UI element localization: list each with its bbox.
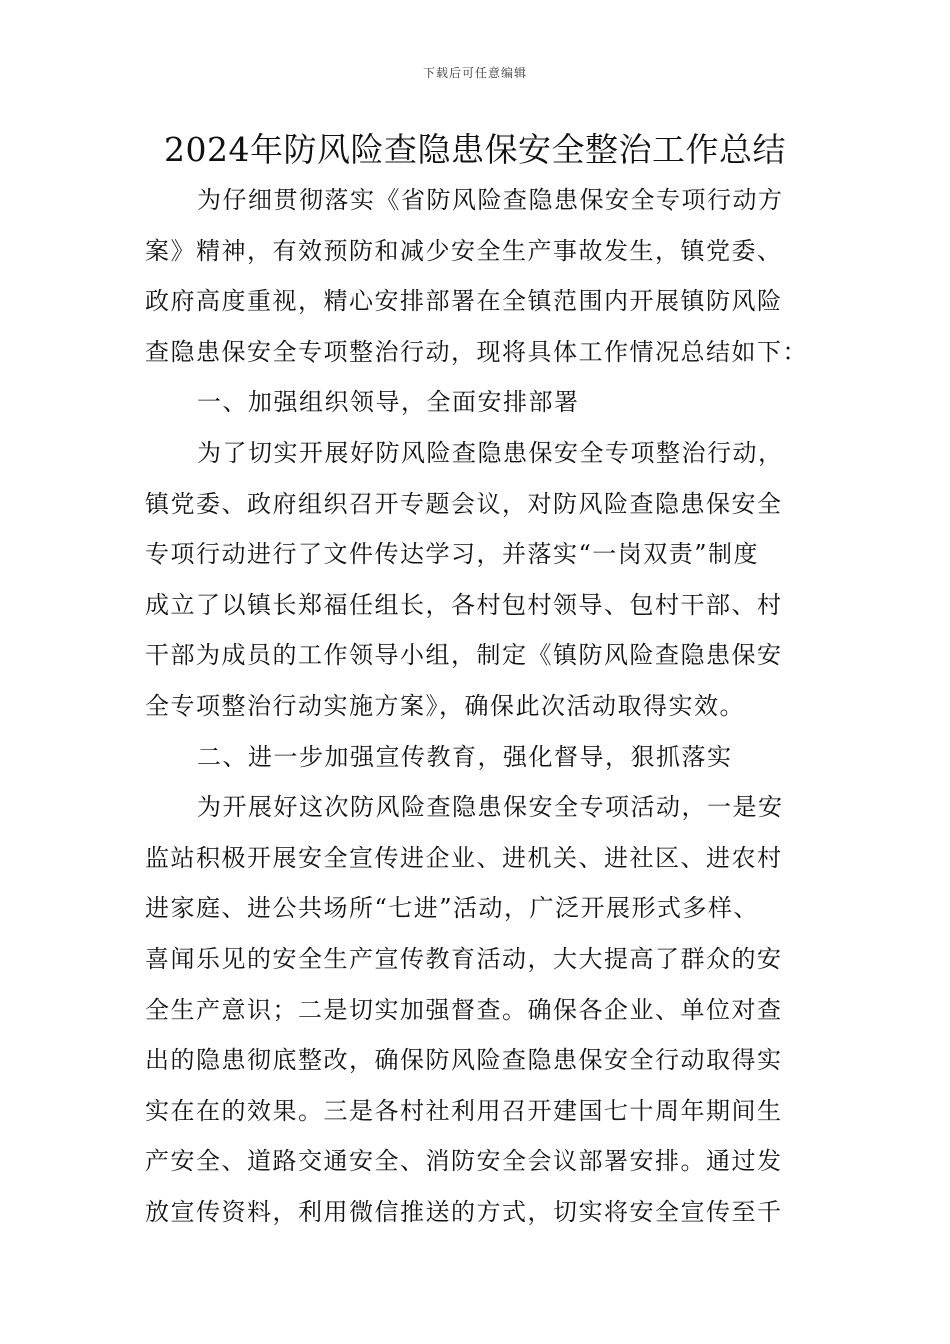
body-line: 专项行动进行了文件传达学习，并落实“一岗双责”制度 xyxy=(145,540,760,569)
body-line: 为仔细贯彻落实《省防风险查隐患保安全专项行动方 xyxy=(197,186,784,214)
body-line: 监站积极开展安全宣传进企业、进机关、进社区、进农村 xyxy=(145,843,783,872)
body-line: 进家庭、进公共场所“七进”活动，广泛开展形式多样、 xyxy=(145,894,760,923)
body-line: 为开展好这次防风险查隐患保安全专项活动，一是安 xyxy=(197,793,784,822)
body-line: 一、加强组织领导，全面安排部署 xyxy=(197,388,580,417)
body-line: 干部为成员的工作领导小组，制定《镇防风险查隐患保安 xyxy=(145,641,783,670)
body-line: 案》精神，有效预防和减少安全生产事故发生，镇党委、 xyxy=(145,236,783,265)
body-line: 查隐患保安全专项整治行动，现将具体工作情况总结如下： xyxy=(145,337,808,366)
body-line: 喜闻乐见的安全生产宣传教育活动，大大提高了群众的安 xyxy=(145,944,783,973)
body-line: 放宣传资料，利用微信推送的方式，切实将安全宣传至千 xyxy=(145,1197,783,1226)
body-line: 实在在的效果。三是各村社利用召开建国七十周年期间生 xyxy=(145,1096,783,1125)
body-line: 镇党委、政府组织召开专题会议，对防风险查隐患保安全 xyxy=(145,489,783,518)
body-line: 成立了以镇长郑福任组长，各村包村领导、包村干部、村 xyxy=(145,590,783,619)
header-note: 下载后可任意编辑 xyxy=(422,66,527,80)
body-line: 全专项整治行动实施方案》，确保此次活动取得实效。 xyxy=(145,691,745,720)
body-line: 政府高度重视，精心安排部署在全镇范围内开展镇防风险 xyxy=(145,287,783,316)
document-title: 2024年防风险查隐患保安全整治工作总结 xyxy=(164,130,786,169)
body-line: 出的隐患彻底整改，确保防风险查隐患保安全行动取得实 xyxy=(145,1046,783,1075)
document-body xyxy=(145,178,807,1240)
body-line: 二、进一步加强宣传教育，强化督导，狠抓落实 xyxy=(197,742,733,771)
body-line: 全生产意识；二是切实加强督查。确保各企业、单位对查 xyxy=(145,995,783,1024)
body-line: 为了切实开展好防风险查隐患保安全专项整治行动， xyxy=(197,438,784,467)
body-line: 产安全、道路交通安全、消防安全会议部署安排。通过发 xyxy=(145,1147,783,1176)
